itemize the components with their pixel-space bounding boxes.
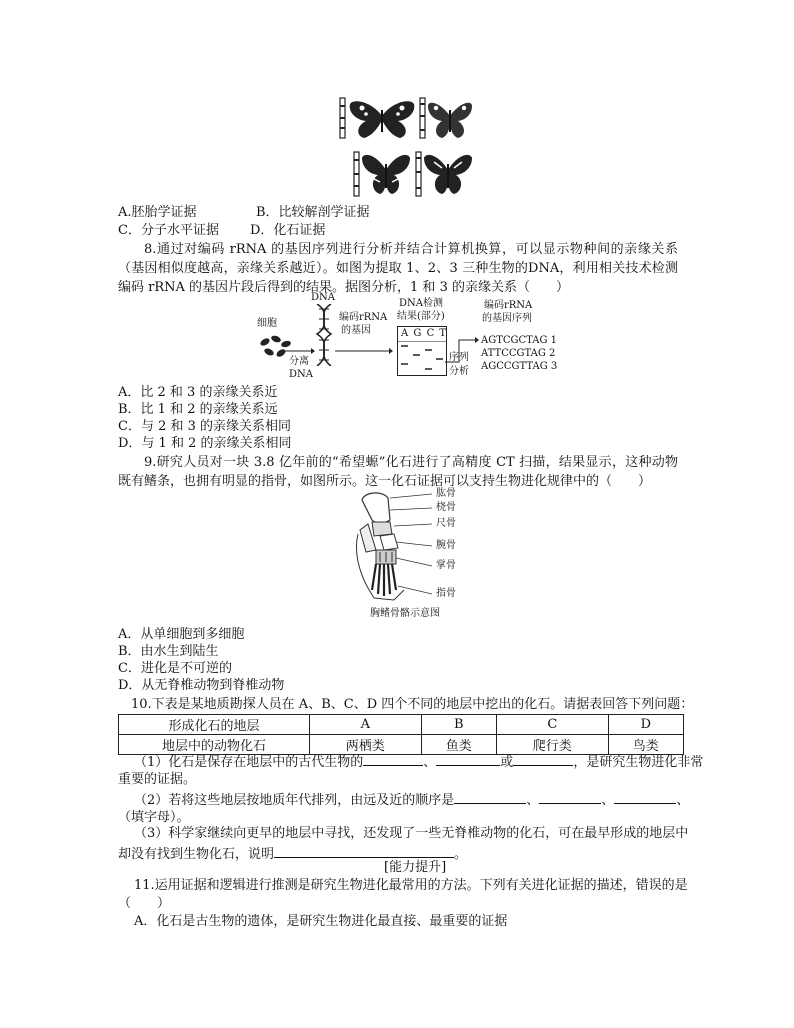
label-analysis-line2: 分析 xyxy=(449,366,469,377)
answer-blank[interactable] xyxy=(539,791,601,804)
q10-sub3-text: 却没有找到生物化石，说明 xyxy=(118,847,275,862)
q10-sub1-cont: 重要的证据。 xyxy=(118,772,197,787)
fin-figure-caption: 胸鳍骨骼示意图 xyxy=(370,608,440,619)
table-cell: C xyxy=(496,715,608,735)
table-cell: 爬行类 xyxy=(496,735,608,755)
label-cell: 细胞 xyxy=(257,318,277,329)
label-metacarpal: 掌骨 xyxy=(436,560,456,571)
q10-sub1-text-c: 或 xyxy=(500,755,514,770)
separator: 、 xyxy=(526,793,540,808)
label-analysis-line1: 序列 xyxy=(449,352,469,363)
arrow-separate-icon xyxy=(285,346,315,356)
label-phalanges: 指骨 xyxy=(436,588,456,599)
q9-option-d: D．从无脊椎动物到脊椎动物 xyxy=(118,678,285,693)
fin-bones-drawing xyxy=(354,490,434,602)
q7-option-b: B．比较解剖学证据 xyxy=(256,205,370,220)
label-dna-top: DNA xyxy=(311,292,335,303)
gel-bases: A G C T xyxy=(401,328,448,339)
sequence-3: AGCCGTTAG 3 xyxy=(481,361,558,372)
answer-blank[interactable] xyxy=(436,753,500,766)
q10-sub3: （3）科学家继续向更早的地层中寻找，还发现了一些无脊椎动物的化石，可在最早形成的地层中 xyxy=(134,826,689,841)
fossil-table xyxy=(118,714,684,755)
label-gene-line1: 编码rRNA xyxy=(339,312,388,323)
q10-sub2-cont: （填字母）。 xyxy=(118,810,190,825)
q9-stem: 9.研究人员对一块 3.8 亿年前的“希望螈”化石进行了高精度 CT 扫描，结果显示，这种动物既有鳍条，也拥有明显的指骨，如图所示。这一化石证据可以支持生物进化规律中的（ ） xyxy=(118,455,678,489)
q10-sub1-text-d: ，是研究生物进化非常 xyxy=(573,755,704,770)
q11-option-a: A．化石是古生物的遗体，是研究生物进化最直接、最重要的证据 xyxy=(134,914,508,929)
arrow-detect-icon xyxy=(335,346,393,356)
table-cell: 形成化石的地层 xyxy=(119,715,310,735)
label-humerus: 肱骨 xyxy=(436,488,456,499)
table-cell: 地层中的动物化石 xyxy=(119,735,310,755)
q10-stem: 10.下表是某地质勘探人员在 A、B、C、D 四个不同的地层中挖出的化石。请据表回答下列问题： xyxy=(131,697,694,712)
answer-blank[interactable] xyxy=(454,791,526,804)
q8-option-b: B．比 1 和 2 的亲缘关系远 xyxy=(118,402,278,417)
butterfly-gel-figure xyxy=(336,96,476,200)
q9-option-c: C．进化是不可逆的 xyxy=(118,661,232,676)
answer-blank[interactable] xyxy=(513,753,573,766)
sequence-2: ATTCCGTAG 2 xyxy=(481,348,556,359)
q10-sub1-text-a: （1）化石是保存在地层中的古代生物的 xyxy=(134,755,364,770)
gel-strip-2 xyxy=(420,98,425,138)
q10-sub2 xyxy=(134,791,689,809)
label-detect-line2: 结果(部分) xyxy=(397,311,445,322)
q10-sub2-text: （2）若将这些地层按地质年代排列，由远及近的顺序是 xyxy=(134,793,455,808)
butterfly-3 xyxy=(362,155,410,194)
q8-option-a: A．比 2 和 3 的亲缘关系近 xyxy=(118,385,278,400)
butterfly-4 xyxy=(424,155,472,194)
sequence-1: AGTCGCTAG 1 xyxy=(481,335,558,346)
answer-blank[interactable] xyxy=(274,845,454,858)
label-carpal: 腕骨 xyxy=(436,540,456,551)
butterfly-1 xyxy=(350,101,415,138)
answer-blank[interactable] xyxy=(614,791,676,804)
q10-sub1-text-b: 、 xyxy=(423,755,437,770)
table-row xyxy=(119,715,684,735)
q9-option-b: B．由水生到陆生 xyxy=(118,644,219,659)
separator: 、 xyxy=(676,793,690,808)
fin-skeleton-figure xyxy=(354,490,474,624)
q7-option-a: A.胚胎学证据 xyxy=(118,205,197,220)
q9-option-a: A．从单细胞到多细胞 xyxy=(118,627,245,642)
q7-option-c: C．分子水平证据 xyxy=(118,223,219,238)
q10-sub1 xyxy=(134,753,703,771)
gel-strip-3 xyxy=(354,152,359,196)
table-cell: 鱼类 xyxy=(421,735,496,755)
dna-helix-icon xyxy=(313,304,335,366)
label-seq-title-line2: 的基因序列 xyxy=(482,313,532,324)
q8-option-c: C．与 2 和 3 的亲缘关系相同 xyxy=(118,419,292,434)
gel-strip-1 xyxy=(340,98,345,138)
label-detect-line1: DNA检测 xyxy=(399,298,443,309)
q11-stem: 11.运用证据和逻辑进行推测是研究生物进化最常用的方法。下列有关进化证据的描述，错误的是 xyxy=(134,878,688,893)
table-cell: B xyxy=(421,715,496,735)
table-row xyxy=(119,735,684,755)
section-header: [能力提升] xyxy=(384,860,447,875)
table-cell: D xyxy=(608,715,683,735)
label-separate: 分离 xyxy=(289,356,309,367)
answer-blank[interactable] xyxy=(363,753,423,766)
table-cell: 两栖类 xyxy=(310,735,422,755)
q10-sub3-end: 。 xyxy=(454,847,468,862)
q8-dna-figure xyxy=(255,292,585,384)
q8-option-d: D．与 1 和 2 的亲缘关系相同 xyxy=(118,436,292,451)
q8-stem: 8.通过对编码 rRNA 的基因序列进行分析并结合计算机换算，可以显示物种间的亲缘关系（基因相似度越高，亲缘关系越近）。如图为提取 1、2、3 三种生物的DNA，利用相关技术检测编码 rRNA 的基因片段后得到的结果。据图分析，1 和 3 的亲缘关系（ ） xyxy=(118,242,678,295)
label-dna-bottom: DNA xyxy=(289,369,313,380)
butterfly-2 xyxy=(428,103,472,138)
separator: 、 xyxy=(601,793,615,808)
gel-strip-4 xyxy=(416,152,421,196)
gel-result-box xyxy=(397,326,447,376)
label-radius: 桡骨 xyxy=(436,502,456,513)
label-ulna: 尺骨 xyxy=(436,518,456,529)
label-gene-line2: 的基因 xyxy=(341,325,371,336)
label-seq-title-line1: 编码rRNA xyxy=(484,300,533,311)
gel-bands xyxy=(398,341,446,375)
q11-stem-cont: （ ） xyxy=(118,896,171,911)
table-cell: A xyxy=(310,715,422,735)
q7-option-d: D．化石证据 xyxy=(250,223,326,238)
table-cell: 鸟类 xyxy=(608,735,683,755)
